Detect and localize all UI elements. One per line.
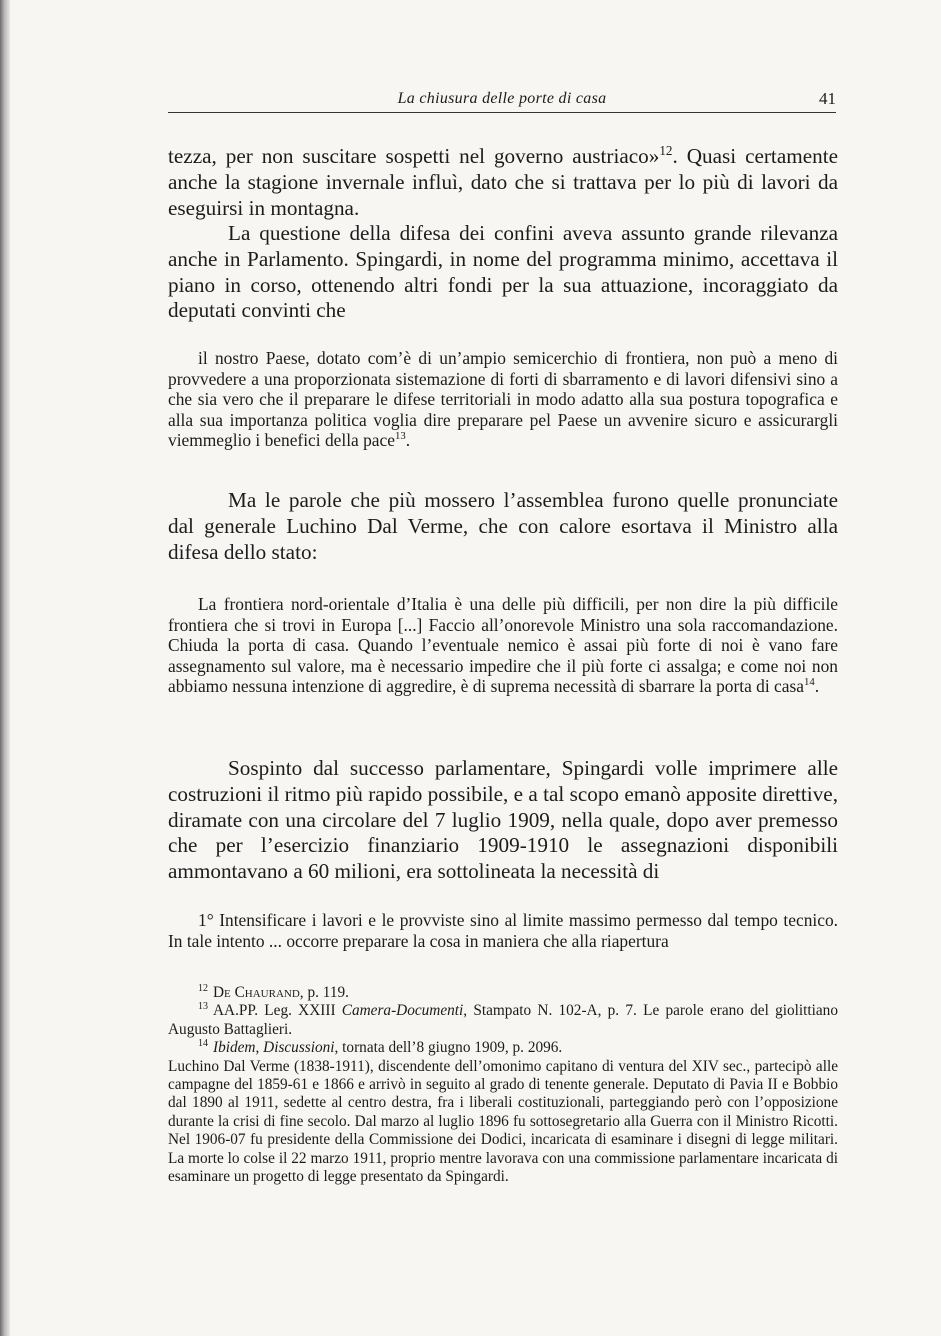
footnote-13-prefix: AA.PP. Leg. XXIII <box>213 1002 342 1020</box>
paragraph-1-tail: . Quasi certamente anche la stagione invernale influì, dato che si trattava per lo più di lavori da eseguirsi in montagna. <box>168 144 838 220</box>
footnote-13-italic: Camera-Documenti <box>341 1002 464 1020</box>
block-quote-1-tail: . <box>405 430 411 450</box>
paragraph-1 <box>168 144 838 221</box>
footnote-14-continued: Luchino Dal Verme (1838-1911), discendente dell’omonimo capitano di ventura del XIV sec., partecipò alle campagne del 1859-61 e 1866 e arrivò in seguito al grado di tenente generale. Deputato di Pavia II e Bobbio dal 1890 al 1911, sedette al centro destra, fra i liberali costituzionali, parteggiando però con l’opposizione durante la crisi di fine secolo. Dal marzo al luglio 1896 fu sottosegretario alla Guerra con il Ministro Ricotti. Nel 1906-07 fu presidente della Commissione dei Dodici, incaricata di esaminare i disegni di legge militari. La morte lo colse il 22 marzo 1911, proprio mentre lavorava con una commissione parlamentare incaricata di esaminare un progetto di legge presentato da Spingardi. <box>168 1057 838 1186</box>
footnote-14-separator: , <box>255 1039 264 1057</box>
footnote-12-author: De Chaurand <box>213 984 300 1001</box>
footnotes <box>168 984 838 1186</box>
footnote-14-text: , tornata dell’8 giugno 1909, p. 2096. <box>334 1039 563 1057</box>
footnote-12-number: 12 <box>198 982 208 994</box>
block-quote-2 <box>168 594 838 697</box>
page-header <box>168 88 836 113</box>
block-quote-1-text: il nostro Paese, dotato com’è di un’ampio semicerchio di frontiera, non può a meno di provvedere a una proporzionata sistemazione di forti di sbarramento e di lavori difensivi sino a che sia vero che il preparare le difese territoriali in modo adatto alla sua postura topografica e alla sua importanza politica voglia dire preparare pel Paese un avvenire sicuro e assicurargli viemmeglio i benefici della pace <box>168 348 838 450</box>
book-spine-shadow <box>0 0 10 1336</box>
footnote-13-number: 13 <box>198 1001 208 1013</box>
footnote-13 <box>168 1002 838 1039</box>
paragraph-4: Sospinto dal successo parlamentare, Spingardi volle imprimere alle costruzioni il ritmo più rapido possibile, e a tal scopo emanò apposite direttive, diramate con una circolare del 7 luglio 1909, nella quale, dopo aver premesso che per l’esercizio finanziario 1909-1910 le assegnazioni disponibili ammontavano a 60 milioni, era sottolineata la necessità di <box>168 756 838 884</box>
footnote-ref-13: 13 <box>394 430 406 443</box>
paragraph-1-text: tezza, per non suscitare sospetti nel governo austriaco» <box>168 144 660 168</box>
footnote-14-italic: Ibidem <box>213 1039 256 1057</box>
footnote-12 <box>168 984 838 1002</box>
footnote-13-text: , Stampato N. 102-A, p. 7. Le parole erano del giolittiano Augusto Battaglieri. <box>168 1002 838 1038</box>
block-quote-2-tail: . <box>814 676 820 696</box>
footnote-ref-14: 14 <box>803 676 815 689</box>
block-quote-2-text: La frontiera nord-orientale d’Italia è una delle più difficili, per non dire la più difficile frontiera che si trovi in Europa [...] Faccio all’onorevole Ministro una sola raccomandazione. Chiuda la porta di casa. Quando l’eventuale nemico è assai più forte di noi è vano fare assegnamento sul valore, ma è necessario impedire che il più forte ci assalga; e come noi non abbiamo nessuna intenzione di aggredire, è di suprema necessità di sbarrare la porta di casa <box>168 594 838 696</box>
paragraph-2: La questione della difesa dei confini aveva assunto grande rilevanza anche in Parlamento. Spingardi, in nome del programma minimo, accettava il piano in corso, ottenendo altri fondi per la sua attuazione, incoraggiato da deputati convinti che <box>168 221 838 323</box>
running-title: La chiusura delle porte di casa <box>397 90 607 107</box>
block-quote-3: 1° Intensificare i lavori e le provviste sino al limite massimo permesso dal tempo tecnico. In tale intento ... occorre preparare la cosa in maniera che alla riapertura <box>168 910 838 951</box>
footnote-ref-12: 12 <box>659 142 673 158</box>
footnote-14 <box>168 1039 838 1057</box>
block-quote-1 <box>168 348 838 451</box>
footnote-14-italic-2: Discussioni <box>263 1039 335 1057</box>
footnote-14-number: 14 <box>198 1038 208 1050</box>
footnote-12-text: , p. 119. <box>299 984 349 1001</box>
paragraph-3: Ma le parole che più mossero l’assemblea furono quelle pronunciate dal generale Luchino Dal Verme, che con calore esortava il Ministro alla difesa dello stato: <box>168 488 838 564</box>
page-number: 41 <box>819 89 836 108</box>
